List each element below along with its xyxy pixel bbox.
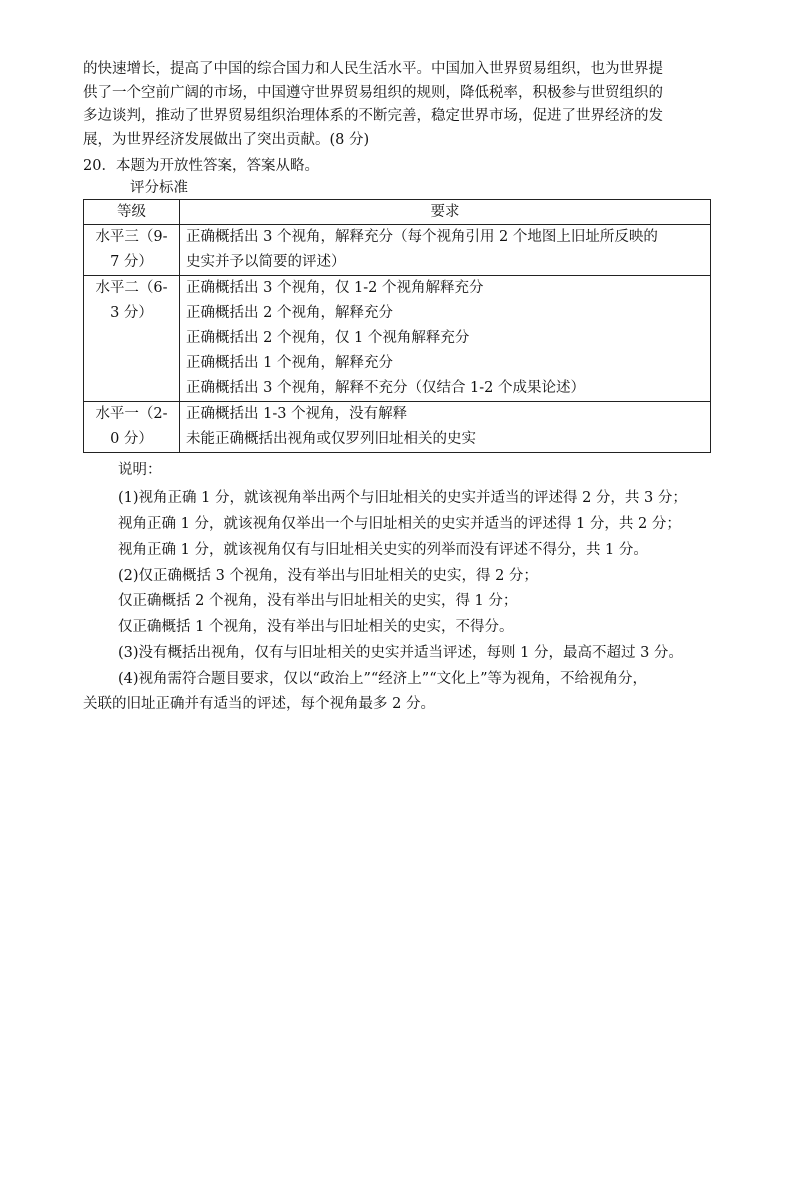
level-line: 0 分） (110, 431, 153, 447)
note-line: 视角正确 1 分，就该视角仅举出一个与旧址相关的史实并适当的评述得 1 分，共 2 分； (118, 516, 681, 532)
requirement-cell (180, 225, 711, 276)
table-header-row (84, 200, 711, 225)
note-line: (4)视角需符合题目要求，仅以“政治上”“经济上”“文化上”等为视角，不给视角分， (118, 671, 648, 687)
table-row (84, 402, 711, 453)
requirement-line: 正确概括出 3 个视角，解释不充分（仅结合 1-2 个成果论述） (186, 380, 586, 396)
table-row (84, 276, 711, 402)
question-20: 20．本题为开放性答案，答案从略。 (83, 158, 319, 174)
requirement-line: 正确概括出 2 个视角，仅 1 个视角解释充分 (186, 330, 470, 346)
note-line: (1)视角正确 1 分，就该视角举出两个与旧址相关的史实并适当的评述得 2 分，共 3 分； (118, 490, 687, 506)
note-line: 视角正确 1 分，就该视角仅有与旧址相关史实的列举而没有评述不得分，共 1 分。 (118, 542, 648, 558)
header-requirement: 要求 (180, 200, 711, 225)
scoring-table (83, 199, 711, 453)
requirement-line: 正确概括出 1-3 个视角，没有解释 (186, 406, 408, 422)
intro-line: 供了一个空前广阔的市场，中国遵守世界贸易组织的规则，降低税率，积极参与世贸组织的 (83, 84, 663, 101)
intro-line: 展，为世界经济发展做出了突出贡献。(8 分) (83, 131, 370, 148)
level-line: 水平二（6- (95, 280, 168, 296)
level-cell (84, 276, 180, 402)
requirement-line: 未能正确概括出视角或仅罗列旧址相关的史实 (186, 431, 476, 447)
intro-line: 的快速增长，提高了中国的综合国力和人民生活水平。中国加入世界贸易组织，也为世界提 (83, 61, 663, 77)
requirement-line: 正确概括出 2 个视角，解释充分 (186, 305, 393, 321)
requirement-line: 史实并予以简要的评述） (186, 254, 346, 270)
answer-19-continuation (83, 58, 711, 152)
note-line: 仅正确概括 1 个视角，没有举出与旧址相关的史实，不得分。 (118, 619, 514, 635)
level-line: 7 分） (110, 254, 153, 270)
note-line: (3)没有概括出视角，仅有与旧址相关的史实并适当评述，每则 1 分，最高不超过 3 分。 (118, 645, 683, 661)
level-line: 3 分） (110, 305, 153, 321)
table-row (84, 225, 711, 276)
level-cell (84, 402, 180, 453)
level-line: 水平一（2- (95, 406, 168, 422)
table-caption: 评分标准 (130, 180, 188, 196)
header-level: 等级 (84, 200, 180, 225)
requirement-cell (180, 276, 711, 402)
intro-line: 多边谈判，推动了世界贸易组织治理体系的不断完善，稳定世界市场，促进了世界经济的发 (83, 108, 663, 124)
note-line: 关联的旧址正确并有适当的评述，每个视角最多 2 分。 (83, 696, 435, 712)
note-line: 仅正确概括 2 个视角，没有举出与旧址相关的史实，得 1 分； (118, 593, 518, 609)
requirement-line: 正确概括出 1 个视角，解释充分 (186, 355, 393, 371)
requirement-cell (180, 402, 711, 453)
requirement-line: 正确概括出 3 个视角，解释充分（每个视角引用 2 个地图上旧址所反映的 (186, 229, 658, 245)
level-line: 水平三（9- (95, 229, 168, 245)
notes-title: 说明： (118, 462, 162, 478)
note-line: (2)仅正确概括 3 个视角，没有举出与旧址相关的史实，得 2 分； (118, 568, 538, 584)
level-cell (84, 225, 180, 276)
requirement-line: 正确概括出 3 个视角，仅 1-2 个视角解释充分 (186, 280, 484, 296)
